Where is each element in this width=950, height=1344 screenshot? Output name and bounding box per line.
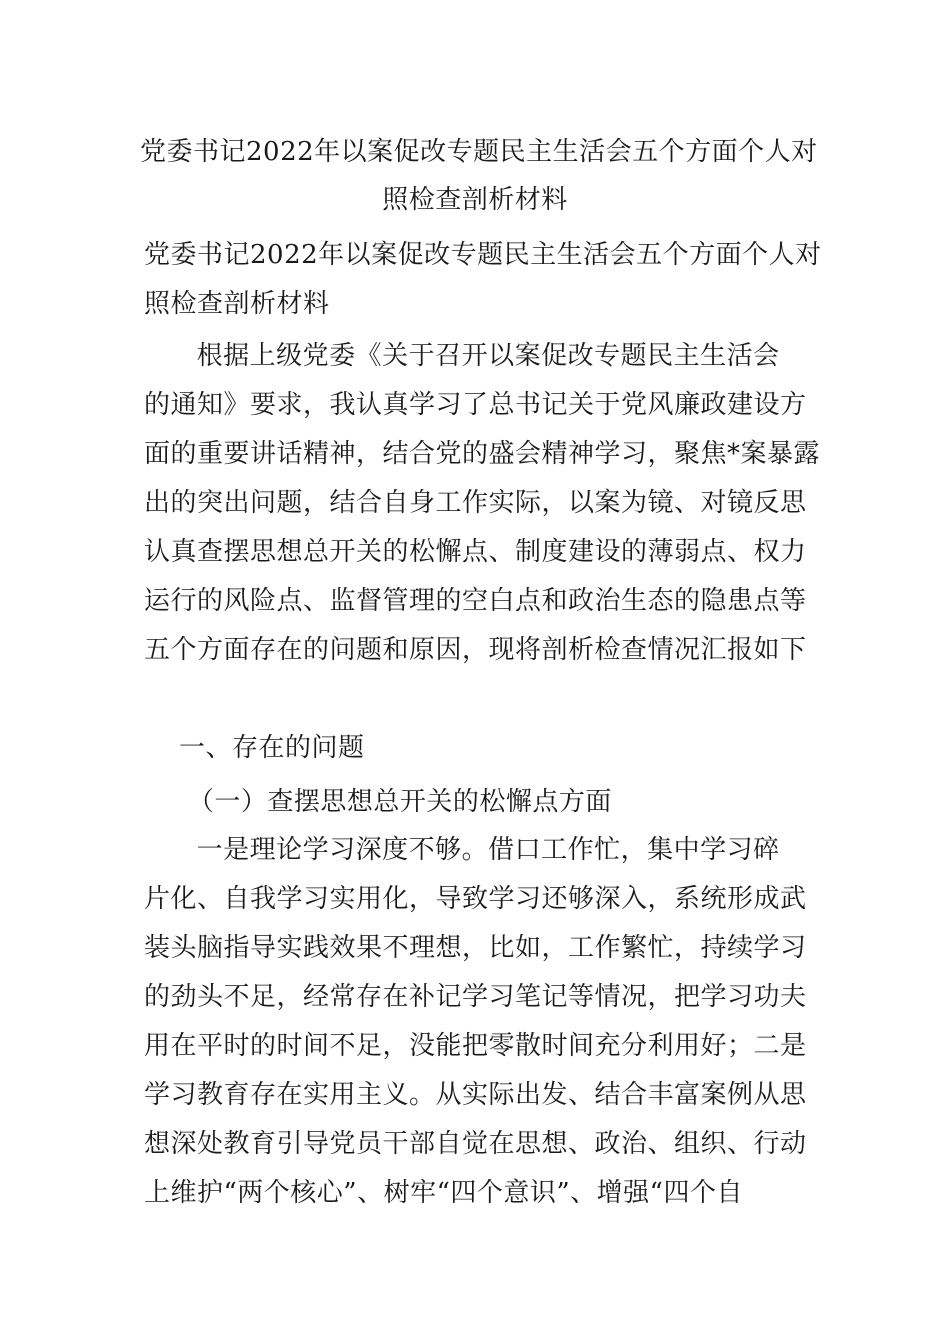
subsection-heading	[144, 778, 808, 827]
body-line: 一是理论学习深度不够。借口工作忙，集中学习碎	[144, 835, 780, 865]
body-line: 的劲头不足，经常存在补记学习笔记等情况，把学习功夫	[144, 982, 807, 1012]
body-line: 用在平时的时间不足，没能把零散时间充分利用好；二是	[144, 1031, 807, 1061]
body-paragraph	[144, 826, 808, 1218]
section-heading	[144, 724, 808, 773]
intro-paragraph	[144, 332, 821, 675]
intro-line: 根据上级党委《关于召开以案促改专题民主生活会	[144, 341, 780, 371]
document-title	[140, 128, 818, 224]
body-line: 想深处教育引导党员干部自觉在思想、政治、组织、行动	[144, 1129, 807, 1159]
body-line: 装头脑指导实践效果不理想，比如，工作繁忙，持续学习	[144, 933, 807, 963]
body-line: 上维护“两个核心”、树牢“四个意识”、增强“四个自	[144, 1178, 743, 1208]
intro-line: 出的突出问题，结合自身工作实际，以案为镜、对镜反思	[144, 488, 807, 518]
subtitle-line-1: 党委书记2022年以案促改专题民主生活会五个方面个人对	[144, 240, 822, 270]
subtitle-line-2: 照检查剖析材料	[144, 289, 330, 319]
intro-line: 认真查摆思想总开关的松懈点、制度建设的薄弱点、权力	[144, 537, 807, 567]
intro-line: 的通知》要求，我认真学习了总书记关于党风廉政建设方	[144, 390, 807, 420]
title-line-2: 照检查剖析材料	[382, 185, 568, 215]
intro-line: 五个方面存在的问题和原因，现将剖析检查情况汇报如下	[144, 635, 807, 665]
intro-line: 面的重要讲话精神，结合党的盛会精神学习，聚焦*案暴露	[144, 439, 821, 469]
intro-line: 运行的风险点、监督管理的空白点和政治生态的隐患点等	[144, 586, 807, 616]
section-heading-text: 一、存在的问题	[144, 733, 365, 763]
title-line-1: 党委书记2022年以案促改专题民主生活会五个方面个人对	[140, 137, 818, 167]
body-line: 学习教育存在实用主义。从实际出发、结合丰富案例从思	[144, 1080, 807, 1110]
subsection-heading-text: （一）查摆思想总开关的松懈点方面	[144, 787, 612, 817]
body-line: 片化、自我学习实用化，导致学习还够深入，系统形成武	[144, 884, 807, 914]
document-subtitle	[144, 231, 822, 329]
